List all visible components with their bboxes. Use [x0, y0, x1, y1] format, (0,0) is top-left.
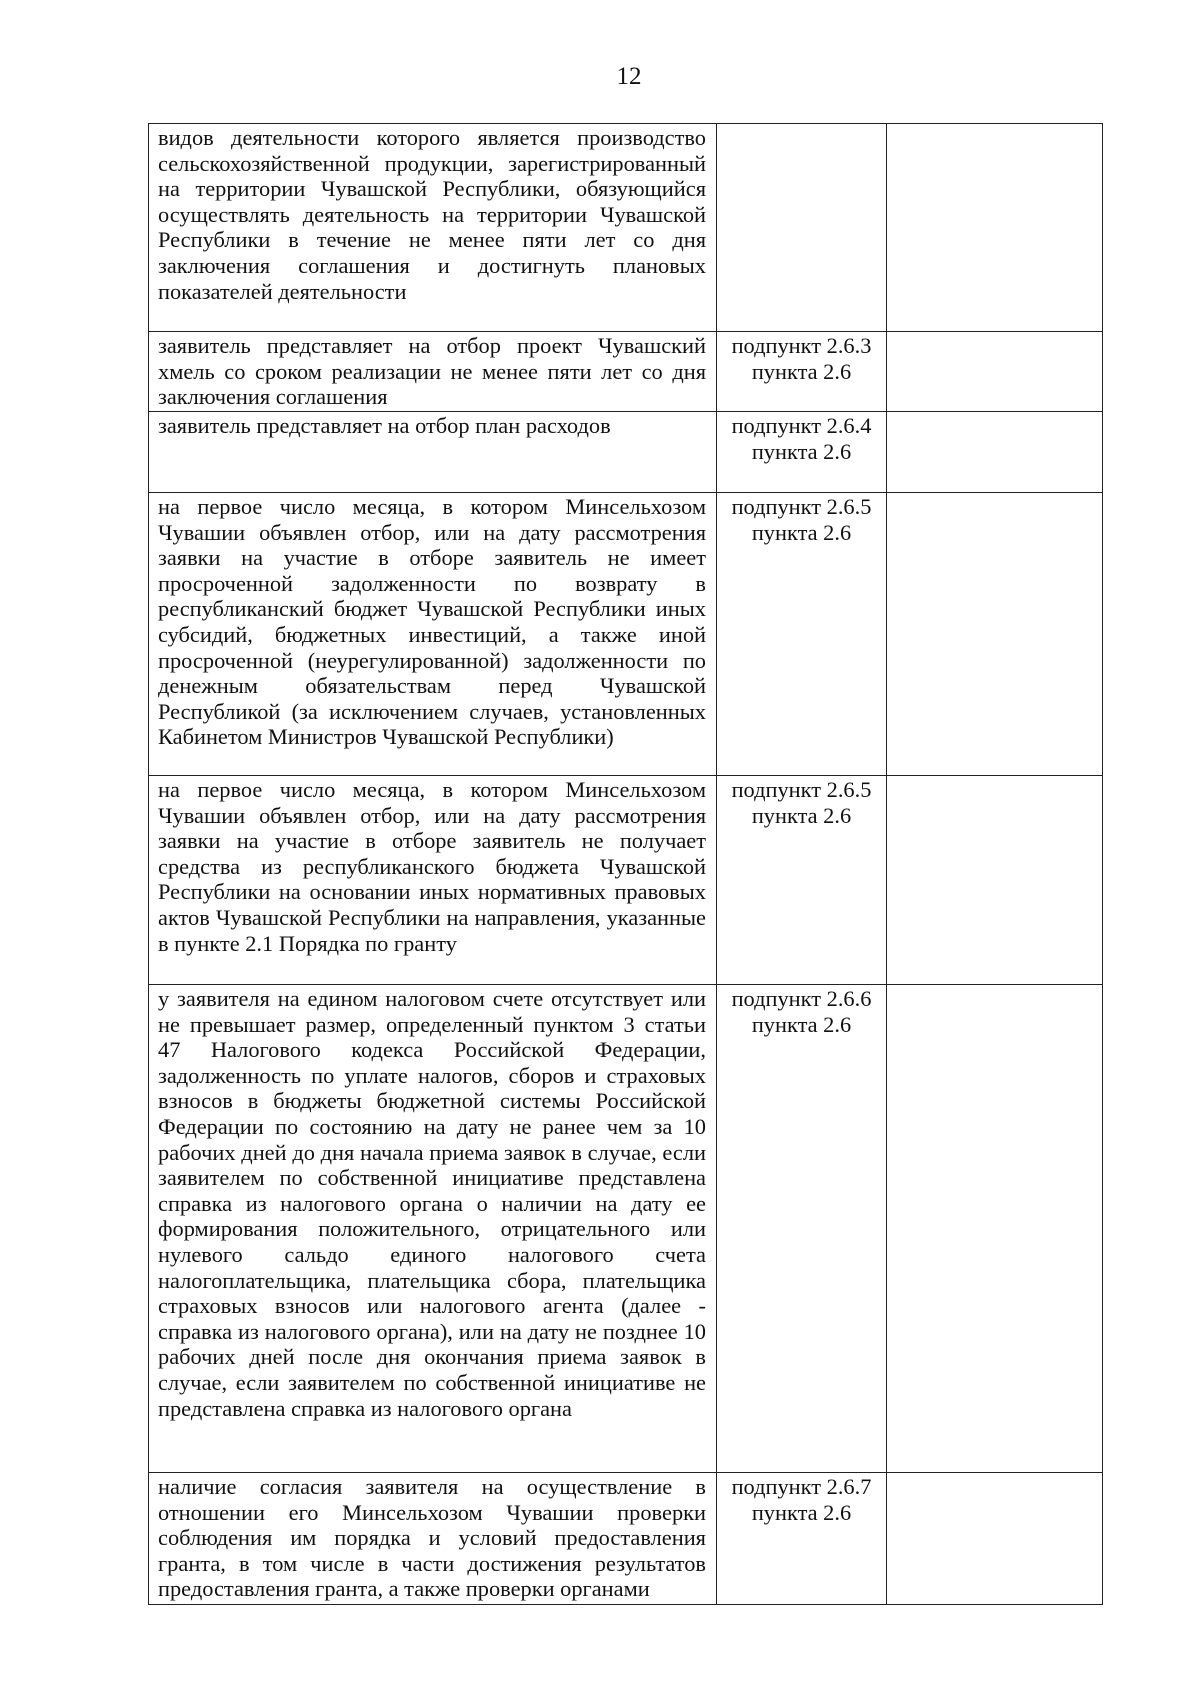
table-row: [149, 776, 1103, 985]
table-row: [149, 1473, 1103, 1605]
table-row: [149, 985, 1103, 1473]
reference-text: подпункт 2.6.4 пункта 2.6: [731, 413, 872, 464]
reference-cell: [717, 776, 887, 985]
reference-cell: [717, 124, 887, 332]
note-cell: [887, 985, 1103, 1473]
note-cell: [887, 124, 1103, 332]
requirement-description: наличие согласия заявителя на осуществление в отношении его Минсельхозом Чувашии проверки соблюдения им порядка и условий предоставления гранта, в том числе в части достижения результатов предоставления гранта, а также проверки органами: [158, 1474, 706, 1602]
table-row: [149, 124, 1103, 332]
reference-text: подпункт 2.6.3 пункта 2.6: [731, 333, 872, 384]
reference-text: подпункт 2.6.5 пункта 2.6: [731, 777, 872, 828]
reference-text: подпункт 2.6.5 пункта 2.6: [731, 494, 872, 545]
note-cell: [887, 493, 1103, 776]
requirement-description-cell: [149, 332, 717, 412]
requirement-description-cell: [149, 1473, 717, 1605]
reference-cell: [717, 332, 887, 412]
note-cell: [887, 776, 1103, 985]
reference-text: подпункт 2.6.7 пункта 2.6: [731, 1474, 872, 1525]
table-row: [149, 493, 1103, 776]
requirement-description: на первое число месяца, в котором Минсельхозом Чувашии объявлен отбор, или на дату рассмотрения заявки на участие в отборе заявитель не получает средства из республиканского бюджета Чувашской Республики на основании иных нормативных правовых актов Чувашской Республики на направления, указанные в пункте 2.1 Порядка по гранту: [158, 777, 706, 956]
requirement-description: у заявителя на едином налоговом счете отсутствует или не превышает размер, определенный пунктом 3 статьи 47 Налогового кодекса Российской Федерации, задолженность по уплате налогов, сборов и страховых взносов в бюджеты бюджетной системы Российской Федерации по состоянию на дату не ранее чем за 10 рабочих дней до дня начала приема заявок в случае, если заявителем по собственной инициативе представлена справка из налогового органа о наличии на дату ее формирования положительного, отрицательного или нулевого сальдо единого налогового счета налогоплательщика, плательщика сбора, плательщика страховых взносов или налогового агента (далее - справка из налогового органа), или на дату не позднее 10 рабочих дней после дня окончания приема заявок в случае, если заявителем по собственной инициативе не представлена справка из налогового органа: [158, 986, 706, 1421]
reference-text: подпункт 2.6.6 пункта 2.6: [731, 986, 872, 1037]
requirement-description-cell: [149, 493, 717, 776]
page-number: 12: [616, 63, 642, 90]
table-row: [149, 412, 1103, 493]
requirement-description: видов деятельности которого является производство сельскохозяйственной продукции, зарегистрированный на территории Чувашской Республики, обязующийся осуществлять деятельность на территории Чувашской Республики в течение не менее пяти лет со дня заключения соглашения и достигнуть плановых показателей деятельности: [158, 125, 706, 304]
note-cell: [887, 1473, 1103, 1605]
requirement-description: заявитель представляет на отбор план расходов: [158, 413, 611, 438]
reference-cell: [717, 493, 887, 776]
requirement-description-cell: [149, 412, 717, 493]
table-row: [149, 332, 1103, 412]
requirements-table: [148, 123, 1103, 1605]
requirement-description: заявитель представляет на отбор проект Чувашский хмель со сроком реализации не менее пяти лет со дня заключения соглашения: [158, 333, 706, 410]
reference-cell: [717, 412, 887, 493]
reference-cell: [717, 1473, 887, 1605]
requirement-description: на первое число месяца, в котором Минсельхозом Чувашии объявлен отбор, или на дату рассмотрения заявки на участие в отборе заявитель не имеет просроченной задолженности по возврату в республиканский бюджет Чувашской Республики иных субсидий, бюджетных инвестиций, а также иной просроченной (неурегулированной) задолженности по денежным обязательствам перед Чувашской Республикой (за исключением случаев, установленных Кабинетом Министров Чувашской Республики): [158, 494, 706, 750]
note-cell: [887, 332, 1103, 412]
note-cell: [887, 412, 1103, 493]
reference-cell: [717, 985, 887, 1473]
requirement-description-cell: [149, 124, 717, 332]
requirement-description-cell: [149, 985, 717, 1473]
requirement-description-cell: [149, 776, 717, 985]
